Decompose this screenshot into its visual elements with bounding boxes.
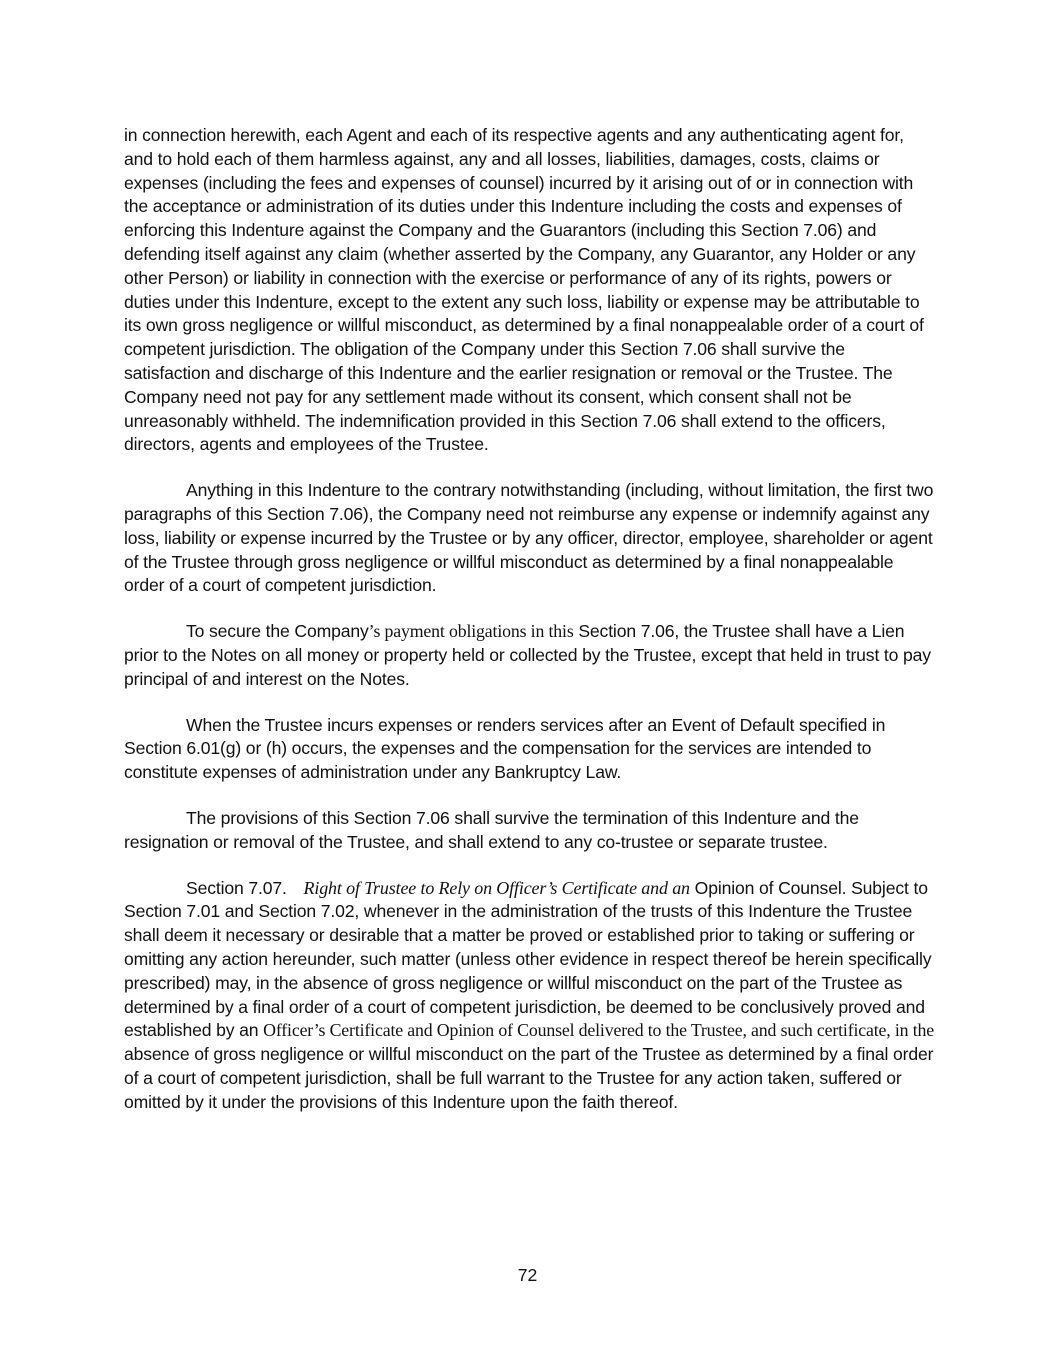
section-number: Section 7.07. [186, 877, 287, 898]
paragraph-contrary-notwithstanding: Anything in this Indenture to the contrary notwithstanding (including, without limitation, the first two paragraphs of this Section 7.06), the Company need not reimburse any expense or indemnify against any loss, liability or expense incurred by the Trustee or by any officer, director, employee, shareholder or agent of the Trustee through gross negligence or willful misconduct as determined by a final nonappealable order of a court of competent jurisdiction. [124, 480, 934, 596]
paragraph-section-7-07 [124, 877, 934, 1115]
page-number: 72 [517, 1265, 538, 1285]
section-7-07-text-serif: Officer’s Certificate and Opinion of Counsel delivered to the Trustee, and such certificate, in the [263, 1020, 934, 1041]
lien-text-start: To secure the Company [186, 621, 369, 642]
document-body [124, 124, 934, 1136]
section-title-rest: Opinion of Counsel. [689, 877, 847, 898]
section-7-07-text-c: absence of gross negligence or willful misconduct on the part of the Trustee as determined by a final order of a court of competent jurisdiction, shall be full warrant to the Trustee for any action taken, suffered or omitted by it under the provisions of this Indenture upon the faith thereof. [124, 1044, 934, 1112]
paragraph-trustee-lien [124, 620, 934, 691]
paragraph-event-of-default-expenses: When the Trustee incurs expenses or renders services after an Event of Default specified in Section 6.01(g) or (h) occurs, the expenses and the compensation for the services are intended to constitute expenses of administration under any Bankruptcy Law. [124, 714, 886, 783]
paragraph-indemnification-continued: in connection herewith, each Agent and each of its respective agents and any authenticating agent for, and to hold each of them harmless against, any and all losses, liabilities, damages, costs, claims or expenses (including the fees and expenses of counsel) incurred by it arising out of or in connection with the acceptance or administration of its duties under this Indenture including the costs and expenses of enforcing this Indenture against the Company and the Guarantors (including this Section 7.06) and defending itself against any claim (whether asserted by the Company, any Guarantor, any Holder or any other Person) or liability in connection with the exercise or performance of any of its rights, powers or duties under this Indenture, except to the extent any such loss, liability or expense may be attributable to its own gross negligence or willful misconduct, as determined by a final nonappealable order of a court of competent jurisdiction. The obligation of the Company under this Section 7.06 shall survive the satisfaction and discharge of this Indenture and the earlier resignation or removal or the Trustee. The Company need not pay for any settlement made without its consent, which consent shall not be unreasonably withheld. The indemnification provided in this Section 7.06 shall extend to the officers, directors, agents and employees of the Trustee. [124, 125, 924, 455]
lien-text-serif: ’s payment obligations in this [368, 621, 574, 642]
section-title-italic: Right of Trustee to Rely on Officer’s Certificate and an [303, 877, 690, 898]
lien-text-end: Section 7.06, the Trustee shall have a Lien prior to the Notes on all money or property held or collected by the Trustee, except that held in trust to pay principal of and interest on the Notes. [124, 621, 931, 689]
paragraph-survival: The provisions of this Section 7.06 shall survive the termination of this Indenture and the resignation or removal of the Trustee, and shall extend to any co-trustee or separate trustee. [124, 807, 859, 852]
section-7-07-text-a: Subject to Section 7.01 and Section 7.02, whenever in the administration of the trusts of this Indenture the Trustee shall deem it necessary or desirable that a matter be proved or established prior to taking or suffering or omitting any action hereunder, such matter (unless other evidence in respect thereof be herein specifically prescribed) may, in the absence of gross negligence or willful misconduct on the part of the Trustee as determined by a final order of a court of competent jurisdiction, be deemed to be conclusively proved and established by an [124, 877, 932, 1041]
